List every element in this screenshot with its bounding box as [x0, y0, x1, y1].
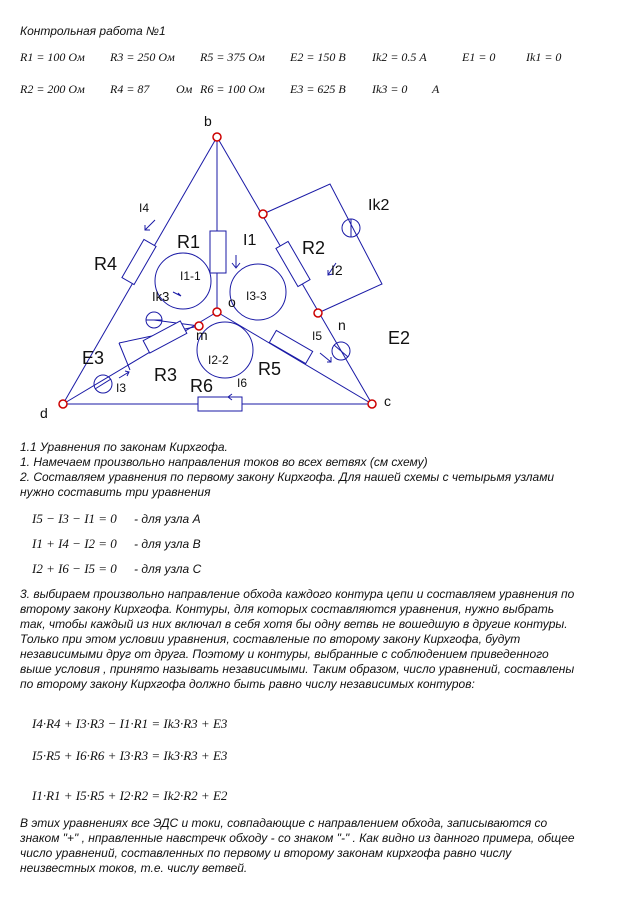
node-b-label: b	[204, 113, 212, 129]
param-r1: R1 = 100 Ом	[20, 50, 85, 64]
conclusion-line: число уравнений, составленных по первому и второму законам кирхгофа равно числу	[20, 846, 512, 860]
param-ik3-unit: А	[432, 82, 440, 96]
section-heading: 1.1 Уравнения по законам Кирхгофа.	[20, 440, 228, 454]
loop-1-label: I1-1	[180, 269, 201, 283]
r2-label: R2	[302, 238, 326, 258]
step-1: 1. Намечаем произвольно направления токов во всех ветвях (см схему)	[20, 455, 428, 469]
r1-label: R1	[177, 232, 201, 252]
step-3-line: второму закону Кирхгофа. Контуры, для которых составляются уравнения, нужно выбрать	[20, 602, 555, 616]
loop-2-label: I2-2	[208, 353, 229, 367]
node-d-label: d	[40, 405, 48, 421]
i1-label: I1	[243, 232, 257, 249]
param-r4-unit: Ом	[176, 82, 193, 96]
kcl-equation-2: I1 + I4 − I2 = 0	[32, 536, 117, 551]
param-r2: R2 = 200 Ом	[20, 82, 85, 96]
step-3-line: 3. выбираем произвольно направление обхода каждого контура цепи и составляем уравнения по	[20, 587, 575, 601]
kcl-equation-1: I5 − I3 − I1 = 0	[32, 511, 117, 526]
ik2-label: Ik2	[368, 197, 390, 214]
node-n-label: n	[338, 317, 346, 333]
r5-label: R5	[258, 359, 282, 379]
kvl-equation-2: I5·R5 + I6·R6 + I3·R3 = Ik3·R3 + E3	[32, 748, 228, 763]
node-o-label: o	[228, 294, 236, 310]
param-ik1: Ik1 = 0	[526, 50, 562, 64]
conclusion-paragraph	[20, 816, 575, 876]
node-c-label: c	[384, 393, 391, 409]
param-e3: E3 = 625 В	[290, 82, 346, 96]
step-3-line: независимыми друг от друга. Поэтому и контуры, выбранные с соблюдением приведенного	[20, 647, 549, 661]
i4-label: I4	[139, 201, 150, 215]
kcl-equation-3: I2 + I6 − I5 = 0	[32, 561, 117, 576]
step-2-line-1: 2. Составляем уравнения по первому закону Кирхгофа. Для нашей схемы с четырьмя узлами	[20, 470, 555, 484]
step-3-paragraph	[20, 587, 574, 692]
param-ik2: Ik2 = 0.5 А	[372, 50, 427, 64]
kcl-note-3: - для узла С	[134, 562, 202, 576]
step-3-line: так, чтобы каждый из них включал в себя хотя бы одну ветвь не вошедшую в другие контуры.	[20, 617, 568, 631]
step-2-line-2: нужно составить три уравнения	[20, 485, 211, 499]
e2-label: E2	[388, 328, 411, 348]
kcl-note-1: - для узла А	[134, 512, 201, 526]
r4-label: R4	[94, 254, 118, 274]
e3-label: E3	[82, 348, 105, 368]
loop-3-label: I3-3	[246, 289, 267, 303]
param-r3: R3 = 250 Ом	[110, 50, 175, 64]
step-3-line: Только при этом условии уравнения, составленые по второму закону Кирхгофа, будут	[20, 632, 521, 646]
kcl-note-2: - для узла B	[134, 537, 201, 551]
document-title: Контрольная работа №1	[20, 24, 166, 38]
node-m-label: m	[196, 327, 208, 343]
conclusion-line: В этих уравнениях все ЭДС и токи, совпадающие с направлением обхода, записываются со	[20, 816, 548, 830]
kvl-equation-3: I1·R1 + I5·R5 + I2·R2 = Ik2·R2 + E2	[32, 788, 228, 803]
ik3-label: Ik3	[152, 289, 170, 304]
i5-label: I5	[312, 329, 323, 343]
param-e1: E1 = 0	[462, 50, 496, 64]
step-3-line: выше условия , принято называть независимыми. Таким образом, число уравнений, составлены	[20, 662, 575, 676]
r3-label: R3	[154, 365, 178, 385]
i2-label: I2	[331, 262, 343, 278]
i3-label: I3	[116, 381, 127, 395]
conclusion-line: неизвестных токов, т.е. числу ветвей.	[20, 861, 248, 875]
param-r4: R4 = 87	[110, 82, 150, 96]
r6-label: R6	[190, 376, 214, 396]
param-ik3: Ik3 = 0	[372, 82, 408, 96]
i6-label: I6	[237, 376, 248, 390]
kvl-equation-1: I4·R4 + I3·R3 − I1·R1 = Ik3·R3 + E3	[32, 716, 228, 731]
conclusion-line: знаком "+" , нправленные навстречк обходу - со знаком "-" . Как видно из данного примера, общее	[20, 831, 575, 845]
param-e2: E2 = 150 В	[290, 50, 346, 64]
param-r6: R6 = 100 Ом	[200, 82, 265, 96]
step-3-line: по второму закону Кирхгофа должно быть равно числу независимых контуров:	[20, 677, 475, 691]
param-r5: R5 = 375 Ом	[200, 50, 265, 64]
